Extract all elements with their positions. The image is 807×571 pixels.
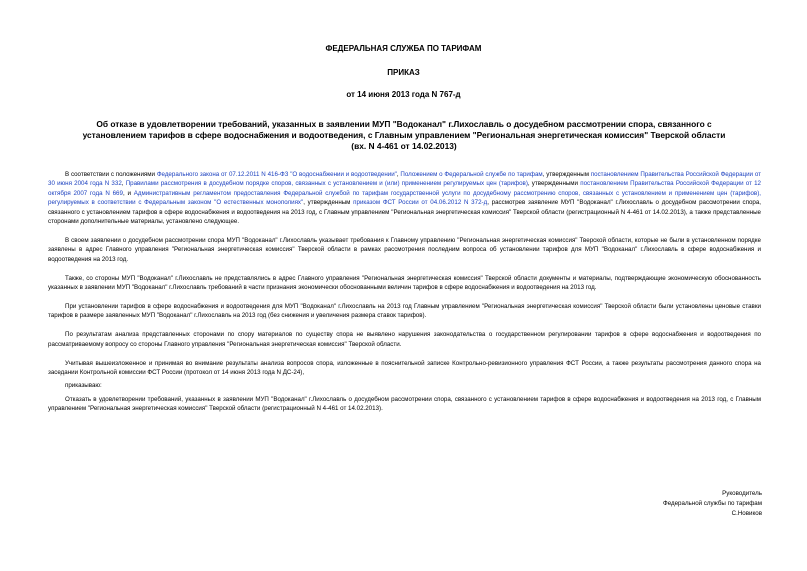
link-fst-regulation[interactable]: Положением о Федеральной службе по тарифам [400, 171, 543, 178]
text-span: , и [122, 189, 134, 197]
link-federal-law-416[interactable]: Федерального закона от 07.12.2011 N 416-ФЗ "О водоснабжении и водоотведении" [156, 171, 397, 178]
document-type: ПРИКАЗ [387, 68, 420, 77]
document-reference: (вх. N 4-461 от 14.02.2013) [351, 141, 457, 151]
paragraph-decision: Отказать в удовлетворении требований, указанных в заявлении МУП "Водоканал" г.Лихославль о досудебном рассмотрении спора, связанного с установлением тарифов в сфере водоснабжения и водоотведения на 2013 год, с Главным управлением "Региональная энергетическая комиссия" Тверской области (регистрационный N 4-461 от 14.02.2013). [48, 395, 761, 413]
link-fst-order-372[interactable]: приказом ФСТ России от 04.06.2012 N 372-д [353, 199, 488, 207]
text-span: , [396, 171, 401, 178]
agency-name: ФЕДЕРАЛЬНАЯ СЛУЖБА ПО ТАРИФАМ [325, 44, 482, 53]
document-body [48, 170, 761, 423]
signature-block [663, 489, 762, 519]
paragraph-documents: Также, со стороны МУП "Водоканал" г.Лихославль не представлялись в адрес Главного управления "Региональная энергетическая комиссия" Тверской области документы и материалы, подтверждающие экономическую обоснованность указанных в заявлении МУП "Водоканал" г.Лихославль требований в части признания экономически обоснованными величин тарифов в сфере водоснабжения и водоотведения на 2013 год. [48, 274, 761, 292]
paragraph-order-word: приказываю: [65, 382, 102, 390]
signature-name: С.Новиков [731, 510, 762, 517]
paragraph-tariff-setting: При установлении тарифов в сфере водоснабжения и водоотведения для МУП "Водоканал" г.Лихославль на 2013 год Главным управлением "Региональная энергетическая комиссия" Тверской области были установлены ценовые ставки тарифов в размере заявленных МУП "Водоканал" г.Лихославль на 2013 год (без снижения и увеличения размера ставок тарифов). [48, 302, 761, 320]
signature-organization: Федеральной службы по тарифам [663, 500, 762, 507]
link-government-decree-332[interactable]: постановлением Правительства Российской Федерации от 30 июня 2004 года N 332 [48, 171, 761, 188]
text-span: , утвержденным [542, 171, 591, 178]
paragraph-preamble [48, 170, 761, 226]
link-administrative-regulation[interactable]: Административным регламентом предоставления Федеральной службой по тарифам государственной услуги по досудебному рассмотрению споров, связанных с установлением и применением цен (тарифов), регулируемых в соответствии с Федеральным законом "О естественных монополиях" [48, 189, 761, 207]
text-span: , утвержденными [527, 180, 581, 188]
document-title-text: Об отказе в удовлетворении требований, указанных в заявлении МУП "Водоканал" г.Лихославль о досудебном рассмотрении спора, связанного с установлением тарифов в сфере водоснабжения и водоотведения, с Главным управлением "Региональная энергетическая комиссия" Тверской области [82, 119, 726, 140]
text-span: В соответствии с положениями [65, 171, 157, 178]
text-span: , [121, 180, 126, 188]
paragraph-considering: Учитывая вышеизложенное и принимая во внимание результаты анализа вопросов спора, изложенные в пояснительной записке Контрольно-ревизионного управления ФСТ России, а также результаты рассмотрения данного спора на заседании Контрольной комиссии ФСТ России (протокол от 14 июня 2013 года N ДС-24), [48, 359, 761, 376]
signature-position: Руководитель [722, 490, 762, 497]
document-date-number: от 14 июня 2013 года N 767-д [346, 90, 461, 99]
paragraph-claim: В своем заявлении о досудебном рассмотрении спора МУП "Водоканал" г.Лихославль указывает требования к Главному управлению "Региональная энергетическая комиссия" Тверской области, которые не были в установленном порядке заявлены в адрес Главного управления "Региональная энергетическая комиссия" Тверской области в рамках рассмотрения последним вопроса об установлении тарифов для МУП "Водоканал" г.Лихославль в сфере водоснабжения и водоотведения на 2013 год. [48, 236, 761, 263]
text-span: , рассмотрев заявление МУП "Водоканал" г.Лихославль о досудебном рассмотрении спора, связанного с установлением тарифов в сфере водоснабжения и водоотведения на 2013 год, с Главным управлением "Региональная энергетическая комиссия" Тверской области (регистрационный N 4-461 от 14.02.2013), а также представленные сторонами дополнительные материалы, установлено следующее. [48, 199, 761, 226]
link-government-decree-669[interactable]: постановлением Правительства Российской Федерации от 12 октября 2007 года N 669 [48, 180, 761, 197]
document-title [64, 119, 744, 152]
paragraph-analysis: По результатам анализа представленных сторонами по спору материалов по существу спора не выявлено нарушения законодательства о государственном регулировании тарифов в сфере водоснабжения и водоотведения по рассматриваемому вопросу со стороны Главного управления "Региональная энергетическая комиссия" Тверской области. [48, 331, 761, 348]
link-dispute-rules[interactable]: Правилами рассмотрения в досудебном порядке споров, связанных с установлением и (или) применением регулируемых цен (тарифов) [125, 180, 528, 188]
text-span: , утвержденным [303, 199, 354, 207]
